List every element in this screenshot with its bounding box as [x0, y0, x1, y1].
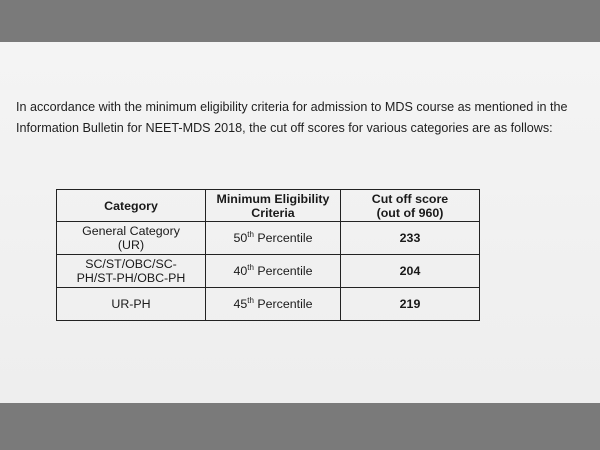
category-line-1: UR-PH	[111, 297, 151, 311]
category-line-2: (UR)	[117, 238, 145, 252]
cell-score: 233	[341, 222, 480, 255]
header-cutoff-score	[341, 190, 480, 222]
table-row	[57, 255, 480, 288]
header-min-line-2: Criteria	[251, 205, 295, 220]
header-min-eligibility	[206, 190, 341, 222]
table-row	[57, 222, 480, 255]
cell-category	[57, 255, 206, 288]
intro-line-2: Information Bulletin for NEET-MDS 2018, the cut off scores for various categories are as follows:	[16, 121, 553, 135]
bottom-gray-band	[0, 403, 600, 450]
intro-paragraph	[16, 97, 596, 139]
percentile-word: Percentile	[253, 231, 313, 245]
table-row	[57, 288, 480, 321]
category-line-1: General Category	[82, 224, 180, 238]
cutoff-table	[56, 189, 480, 321]
percentile-number: 50	[233, 231, 248, 245]
header-cut-line-2: (out of 960)	[376, 205, 444, 220]
category-line-2: PH/ST-PH/OBC-PH	[76, 271, 186, 285]
header-min-line-1: Minimum Eligibility	[216, 191, 330, 206]
cell-percentile	[206, 222, 341, 255]
percentile-number: 45	[233, 297, 248, 311]
top-gray-band	[0, 0, 600, 42]
header-category: Category	[57, 190, 206, 222]
category-line-1: SC/ST/OBC/SC-	[85, 257, 177, 271]
cell-percentile	[206, 288, 341, 321]
percentile-word: Percentile	[253, 297, 313, 311]
cell-score: 204	[341, 255, 480, 288]
cell-score: 219	[341, 288, 480, 321]
percentile-suffix: th	[247, 229, 254, 239]
percentile-suffix: th	[247, 262, 254, 272]
percentile-number: 40	[233, 264, 248, 278]
percentile-word: Percentile	[253, 264, 313, 278]
table-header-row	[57, 190, 480, 222]
cell-category	[57, 222, 206, 255]
cell-percentile	[206, 255, 341, 288]
percentile-suffix: th	[247, 295, 254, 305]
header-cut-line-1: Cut off score	[371, 191, 449, 206]
cell-category	[57, 288, 206, 321]
intro-line-1: In accordance with the minimum eligibility criteria for admission to MDS course as mentioned in the	[16, 100, 568, 114]
